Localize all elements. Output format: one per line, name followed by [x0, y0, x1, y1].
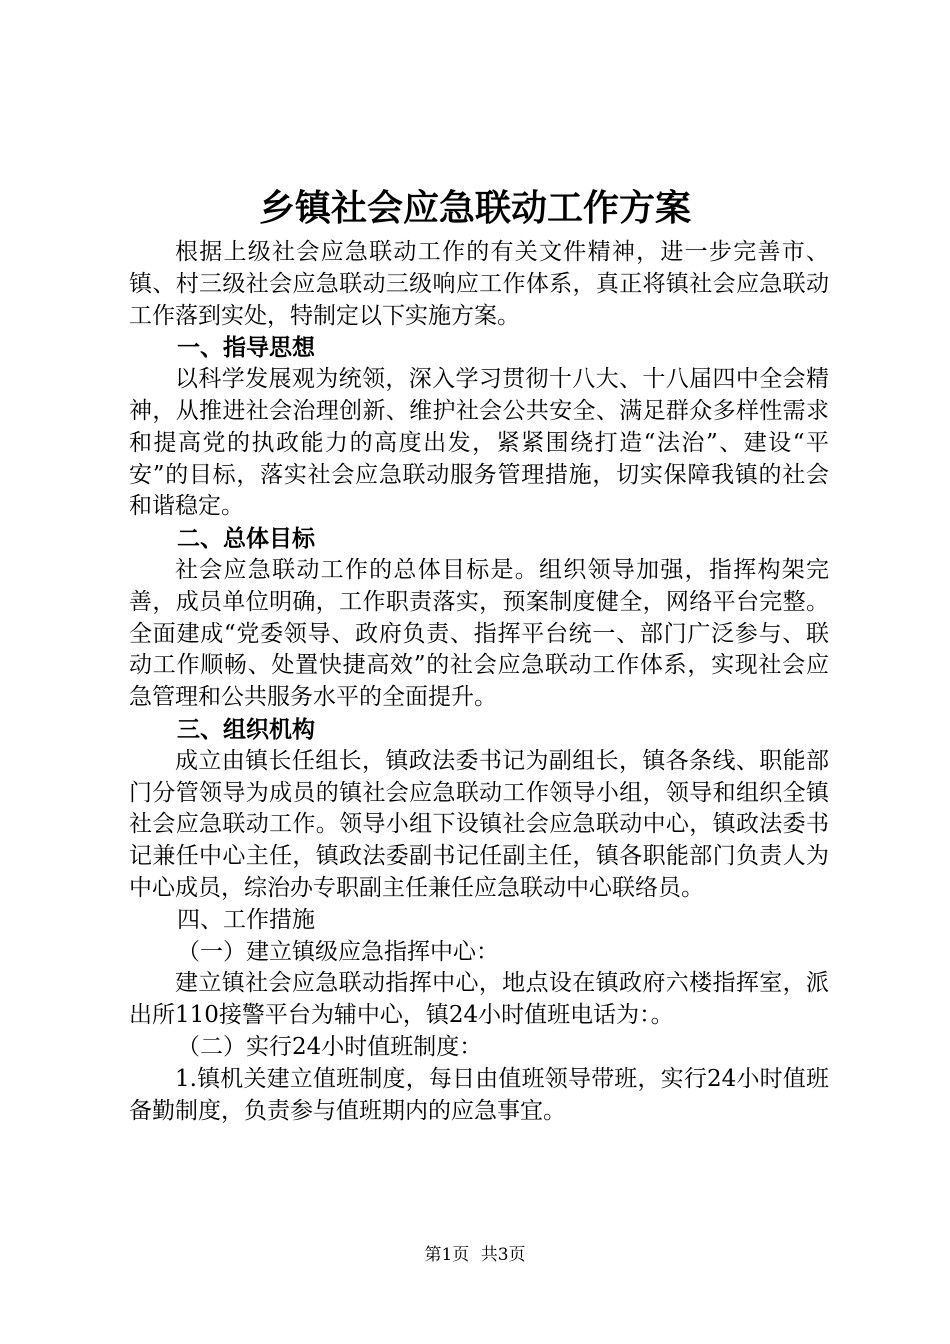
overall-goals-paragraph: 社会应急联动工作的总体目标是。组织领导加强，指挥构架完善，成员单位明确，工作职责落实，预案制度健全，网络平台完整。全面建成“党委领导、政府负责、指挥平台统一、部门广泛参与、联动工作顺畅、处置快捷高效”的社会应急联动工作体系，实现社会应急管理和公共服务水平的全面提升。	[129, 556, 829, 711]
intro-paragraph: 根据上级社会应急联动工作的有关文件精神，进一步完善市、镇、村三级社会应急联动三级响应工作体系，真正将镇社会应急联动工作落到实处，特制定以下实施方案。	[129, 239, 829, 329]
page-total: 共3页	[480, 1245, 526, 1265]
subsection-heading-duty-system: （二）实行24小时值班制度：	[177, 1033, 483, 1060]
section-heading-work-measures: 四、工作措施	[177, 906, 315, 933]
duty-system-paragraph: 1.镇机关建立值班制度，每日由值班领导带班，实行24小时值班备勤制度，负责参与值班期内的应急事宜。	[129, 1065, 829, 1124]
command-center-paragraph: 建立镇社会应急联动指挥中心，地点设在镇政府六楼指挥室，派出所110接警平台为辅中心，镇24小时值班电话为：。	[129, 970, 829, 1029]
subsection-heading-command-center: （一）建立镇级应急指挥中心：	[177, 938, 499, 965]
section-heading-guiding-ideology: 一、指导思想	[177, 334, 315, 362]
page-number: 第1页	[424, 1245, 470, 1265]
guiding-ideology-paragraph: 以科学发展观为统领，深入学习贯彻十八大、十八届四中全会精神，从推进社会治理创新、维护社会公共安全、满足群众多样性需求和提高党的执政能力的高度出发，紧紧围绕打造“法治”、建设“平安”的目标，落实社会应急联动服务管理措施，切实保障我镇的社会和谐稳定。	[129, 366, 829, 520]
organization-paragraph: 成立由镇长任组长，镇政法委书记为副组长，镇各条线、职能部门分管领导为成员的镇社会应急联动工作领导小组，领导和组织全镇社会应急联动工作。领导小组下设镇社会应急联动中心，镇政法委书记兼任中心主任，镇政法委副书记任副主任，镇各职能部门负责人为中心成员，综治办专职副主任兼任应急联动中心联络员。	[129, 747, 829, 901]
section-heading-organization: 三、组织机构	[177, 715, 315, 743]
section-heading-overall-goals: 二、总体目标	[177, 525, 315, 553]
page-footer	[0, 1244, 950, 1266]
document-title: 乡镇社会应急联动工作方案	[258, 188, 691, 229]
document-body	[129, 237, 829, 1127]
